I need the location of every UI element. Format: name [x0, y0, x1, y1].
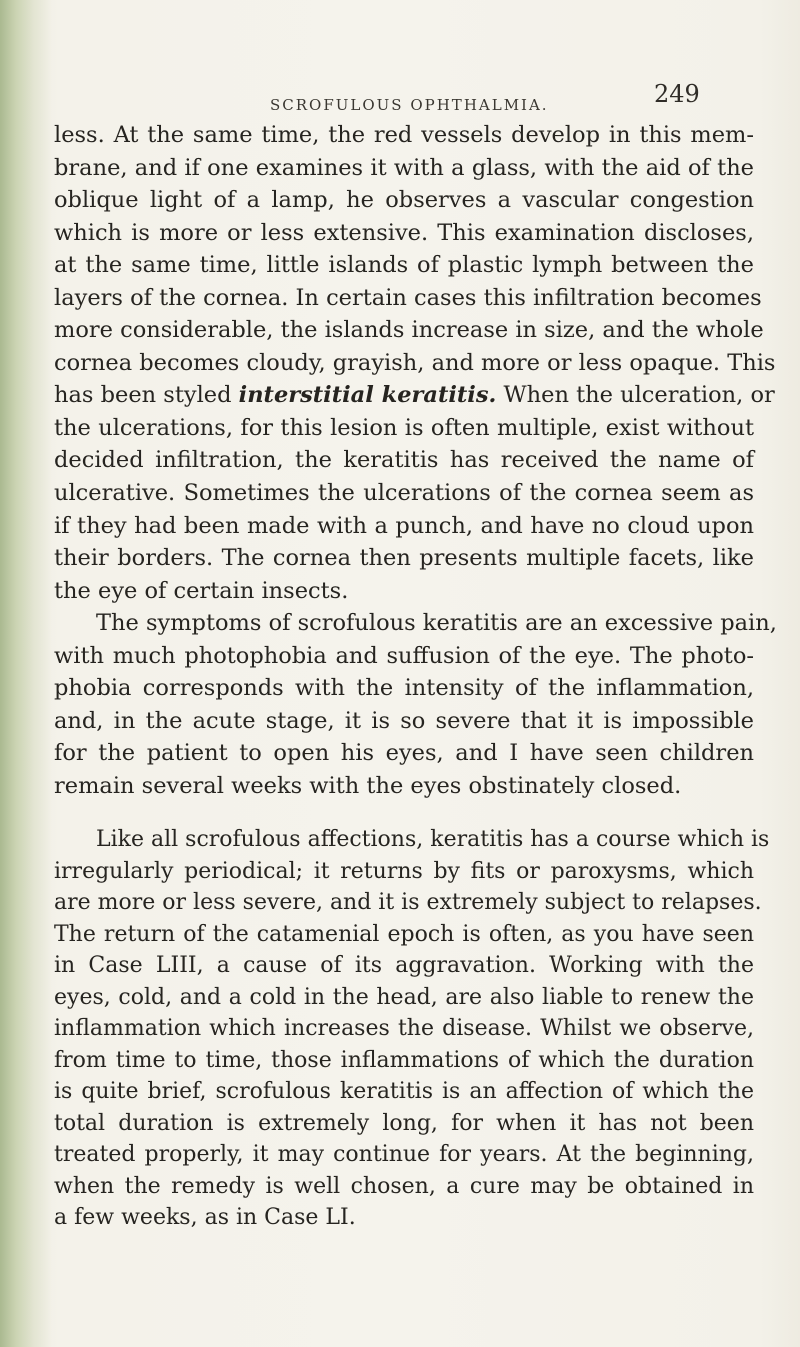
text-line: The symptoms of scrofulous keratitis are an excessive pain,	[96, 610, 777, 637]
text-line: treated properly, it may continue for years. At the beginning,	[54, 1142, 754, 1168]
text-line: and, in the acute stage, it is so severe that it is impossible	[54, 707, 754, 734]
paragraph-symptoms	[54, 607, 777, 802]
page-number: 249	[654, 80, 700, 108]
body-text	[54, 119, 777, 1234]
text-line: when the remedy is well chosen, a cure may be obtained in	[54, 1173, 754, 1199]
text-line: a few weeks, as in Case LI.	[54, 1205, 356, 1231]
text-line: phobia corresponds with the intensity of the inflammation,	[54, 675, 754, 702]
text-line: if they had been made with a punch, and have no cloud upon	[54, 512, 754, 539]
running-head: SCROFULOUS OPHTHALMIA.	[270, 96, 549, 114]
text-line: brane, and if one examines it with a glass, with the aid of the	[54, 154, 754, 181]
paragraph-gap	[54, 802, 754, 824]
text-line: with much photophobia and suffusion of the eye. The photo-	[54, 642, 754, 669]
text-line: which is more or less extensive. This examination discloses,	[54, 219, 754, 246]
text-line: from time to time, those inflammations of which the duration	[54, 1047, 754, 1073]
text-line: ulcerative. Sometimes the ulcerations of the cornea seem as	[54, 480, 754, 507]
text-line: total duration is extremely long, for when it has not been	[54, 1110, 754, 1136]
text-line: eyes, cold, and a cold in the head, are also liable to renew the	[54, 984, 754, 1010]
text-line: The return of the catamenial epoch is often, as you have seen	[54, 921, 754, 947]
text-line: layers of the cornea. In certain cases this infiltration becomes	[54, 284, 762, 311]
text-line: the eye of certain insects.	[54, 577, 349, 604]
text-line: inflammation which increases the disease. Whilst we observe,	[54, 1016, 754, 1042]
text-run: has been styled	[54, 382, 239, 409]
text-line: irregularly periodical; it returns by fits or paroxysms, which	[54, 858, 754, 884]
text-run: When the ulceration, or	[496, 382, 775, 409]
text-line: cornea becomes cloudy, grayish, and more or less opaque. This	[54, 349, 776, 376]
text-line: more considerable, the islands increase in size, and the whole	[54, 317, 764, 344]
text-line: less. At the same time, the red vessels develop in this mem-	[54, 122, 754, 148]
italic-term: interstitial keratitis.	[238, 382, 497, 409]
text-line: is quite brief, scrofulous keratitis is an affection of which the	[54, 1079, 754, 1105]
paragraph-continued	[54, 119, 776, 607]
text-line: at the same time, little islands of plastic lymph between the	[54, 252, 754, 279]
text-line: for the patient to open his eyes, and I have seen children	[54, 740, 754, 767]
text-line: decided infiltration, the keratitis has received the name of	[54, 447, 754, 474]
text-line: remain several weeks with the eyes obstinately closed.	[54, 772, 682, 799]
text-line: oblique light of a lamp, he observes a vascular congestion	[54, 187, 754, 214]
text-line: the ulcerations, for this lesion is often multiple, exist without	[54, 414, 754, 441]
paragraph-course	[54, 824, 770, 1234]
text-line: in Case LIII, a cause of its aggravation. Working with the	[54, 953, 754, 979]
text-line: are more or less severe, and it is extremely subject to relapses.	[54, 890, 762, 916]
text-line: their borders. The cornea then presents multiple facets, like	[54, 545, 754, 572]
text-line: Like all scrofulous affections, keratitis has a course which is	[96, 827, 770, 853]
text-line-with-term	[54, 379, 775, 412]
page-binding-edge	[0, 0, 52, 1347]
